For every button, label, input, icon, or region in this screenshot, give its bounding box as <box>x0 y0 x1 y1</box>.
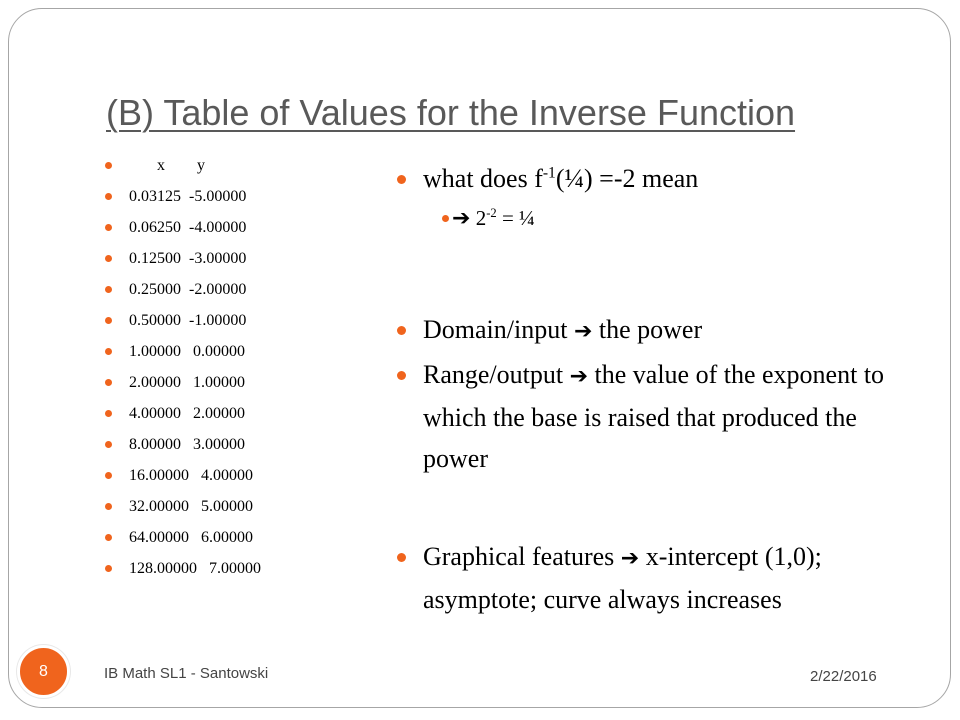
question-text-pre: what does f <box>423 164 543 193</box>
range-result: the value of the exponent to which the base is raised that produced the power <box>423 360 885 473</box>
range-item <box>393 354 893 479</box>
domain-text: Domain/input <box>423 315 574 344</box>
explanation-list <box>393 158 893 620</box>
table-row-text: 32.00000 5.00000 <box>129 498 253 515</box>
bullet-icon <box>397 371 406 380</box>
bullet-icon <box>397 553 406 562</box>
bullet-icon <box>105 317 112 324</box>
table-row-text: 64.00000 6.00000 <box>129 529 253 546</box>
bullet-icon <box>105 224 112 231</box>
graph-text: Graphical features <box>423 542 621 571</box>
footer-date: 2/22/2016 <box>810 668 877 685</box>
bullet-icon <box>105 286 112 293</box>
arrow-right-icon: ➔ <box>620 546 640 571</box>
table-row-text: 2.00000 1.00000 <box>129 374 245 391</box>
values-table <box>105 150 261 584</box>
table-row <box>105 212 261 243</box>
bullet-icon <box>105 534 112 541</box>
table-header: x y <box>129 157 205 174</box>
bullet-icon <box>105 348 112 355</box>
arrow-right-icon: ➔ <box>573 319 593 344</box>
table-row <box>105 274 261 305</box>
arrow-right-icon: ➔ <box>569 364 589 389</box>
question-exponent: -1 <box>542 164 556 182</box>
bullet-icon <box>105 472 112 479</box>
footer-course: IB Math SL1 - Santowski <box>104 665 269 682</box>
table-row <box>105 553 261 584</box>
bullet-icon <box>397 175 406 184</box>
table-row <box>105 429 261 460</box>
graph-result: x-intercept (1,0); asymptote; curve always increases <box>423 542 822 614</box>
table-header-row <box>105 150 261 181</box>
table-row-text: 0.25000 -2.00000 <box>129 281 247 298</box>
table-row <box>105 243 261 274</box>
table-row-text: 128.00000 7.00000 <box>129 560 261 577</box>
table-row <box>105 398 261 429</box>
bullet-icon <box>105 503 112 510</box>
table-row-text: 0.03125 -5.00000 <box>129 188 247 205</box>
answer-subitem <box>393 203 893 234</box>
answer-result: = ¼ <box>496 206 535 230</box>
question-item <box>393 158 893 199</box>
table-row <box>105 522 261 553</box>
domain-result: the power <box>592 315 703 344</box>
bullet-icon <box>105 162 112 169</box>
table-row <box>105 367 261 398</box>
bullet-icon <box>105 565 112 572</box>
arrow-right-icon: ➔ <box>452 206 471 231</box>
table-row <box>105 491 261 522</box>
question-text-post: (¼) =-2 mean <box>555 164 699 193</box>
table-row <box>105 336 261 367</box>
table-row-text: 16.00000 4.00000 <box>129 467 253 484</box>
table-row-text: 8.00000 3.00000 <box>129 436 245 453</box>
table-row <box>105 305 261 336</box>
slide-title: (B) Table of Values for the Inverse Function <box>106 92 796 133</box>
bullet-icon <box>442 215 449 222</box>
table-row-text: 4.00000 2.00000 <box>129 405 245 422</box>
table-row-text: 0.12500 -3.00000 <box>129 250 247 267</box>
bullet-icon <box>105 379 112 386</box>
slide-number-badge: 8 <box>17 645 70 698</box>
bullet-icon <box>105 255 112 262</box>
domain-item <box>393 309 893 352</box>
table-row-text: 1.00000 0.00000 <box>129 343 245 360</box>
answer-exponent: -2 <box>486 206 497 220</box>
bullet-icon <box>397 326 406 335</box>
bullet-icon <box>105 193 112 200</box>
table-row-text: 0.06250 -4.00000 <box>129 219 247 236</box>
graph-item <box>393 536 893 620</box>
table-row <box>105 181 261 212</box>
range-text: Range/output <box>423 360 570 389</box>
table-row <box>105 460 261 491</box>
bullet-icon <box>105 410 112 417</box>
answer-base: 2 <box>470 206 487 230</box>
bullet-icon <box>105 441 112 448</box>
table-row-text: 0.50000 -1.00000 <box>129 312 247 329</box>
